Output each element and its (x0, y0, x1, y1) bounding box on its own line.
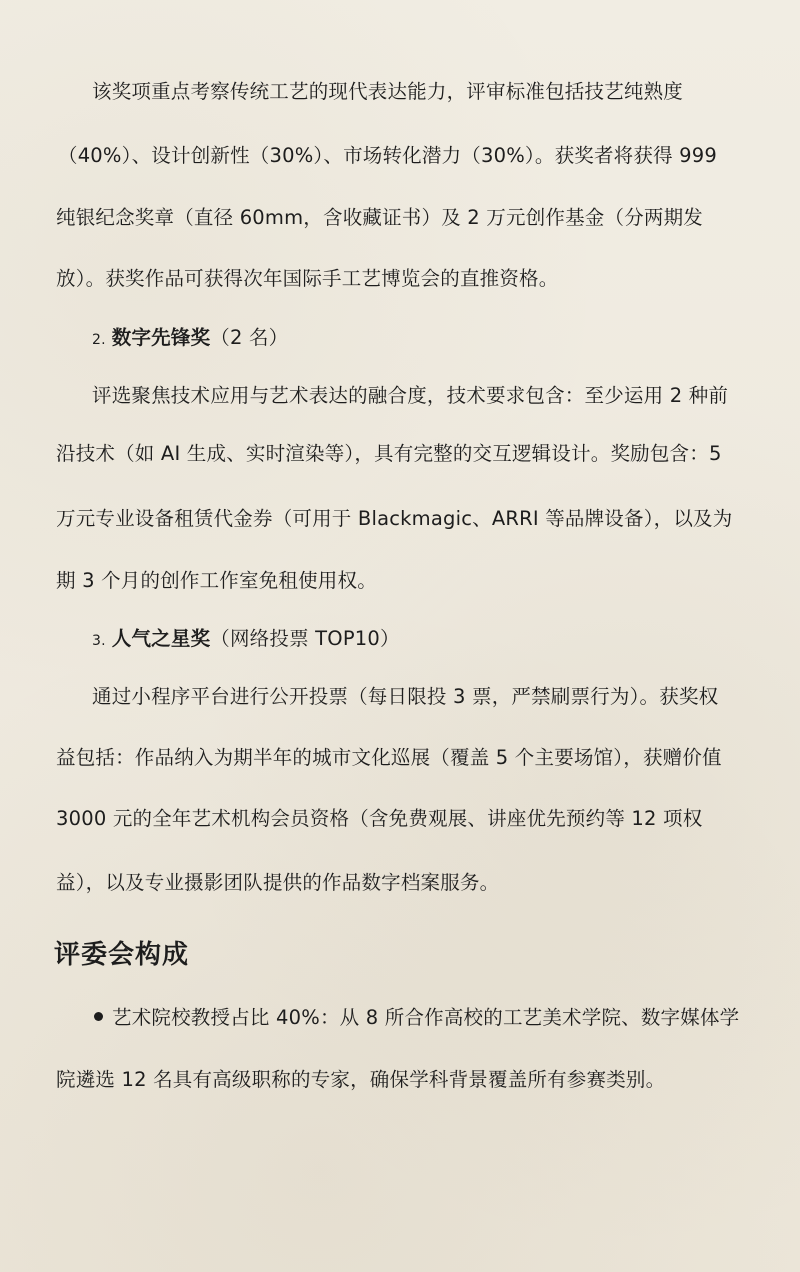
jury-bullet-1-line-1 (94, 1005, 739, 1031)
award-2-name: 数字先锋奖 (111, 326, 211, 349)
award-3-title (92, 626, 400, 654)
award-3-quota: （网络投票 TOP10） (210, 627, 400, 650)
award-2-number: 2. (92, 332, 106, 348)
award-3-number: 3. (92, 633, 106, 649)
award-2-line-2: 沿技术（如 AI 生成、实时渲染等），具有完整的交互逻辑设计。奖励包含：5 (56, 442, 722, 465)
award-3-line-3: 3000 元的全年艺术机构会员资格（含免费观展、讲座优先预约等 12 项权 (56, 807, 703, 830)
jury-bullet-1-text: 艺术院校教授占比 40%：从 8 所合作高校的工艺美术学院、数字媒体学 (112, 1006, 740, 1029)
jury-heading: 评委会构成 (54, 940, 190, 970)
award-2-line-3: 万元专业设备租赁代金券（可用于 Blackmagic、ARRI 等品牌设备），以及为 (56, 507, 733, 530)
award-2-title (92, 325, 288, 353)
award-2-line-1: 评选聚焦技术应用与艺术表达的融合度，技术要求包含：至少运用 2 种前 (92, 384, 729, 407)
paragraph-1-line-1: 该奖项重点考察传统工艺的现代表达能力，评审标准包括技艺纯熟度 (92, 80, 684, 103)
jury-bullet-1-line-2: 院遴选 12 名具有高级职称的专家，确保学科背景覆盖所有参赛类别。 (56, 1068, 666, 1091)
award-3-name: 人气之星奖 (111, 627, 211, 650)
award-2-line-4: 期 3 个月的创作工作室免租使用权。 (56, 569, 377, 592)
bullet-icon (94, 1012, 103, 1021)
paragraph-1-line-2: （40%）、设计创新性（30%）、市场转化潜力（30%）。获奖者将获得 999 (58, 144, 717, 167)
award-2-quota: （2 名） (210, 326, 289, 349)
award-3-line-4: 益），以及专业摄影团队提供的作品数字档案服务。 (56, 871, 500, 894)
award-3-line-1: 通过小程序平台进行公开投票（每日限投 3 票，严禁刷票行为）。获奖权 (92, 685, 719, 708)
paragraph-1-line-3: 纯银纪念奖章（直径 60mm，含收藏证书）及 2 万元创作基金（分两期发 (56, 206, 704, 229)
paragraph-1-line-4: 放）。获奖作品可获得次年国际手工艺博览会的直推资格。 (56, 267, 559, 290)
award-3-line-2: 益包括：作品纳入为期半年的城市文化巡展（覆盖 5 个主要场馆），获赠价值 (56, 746, 722, 769)
